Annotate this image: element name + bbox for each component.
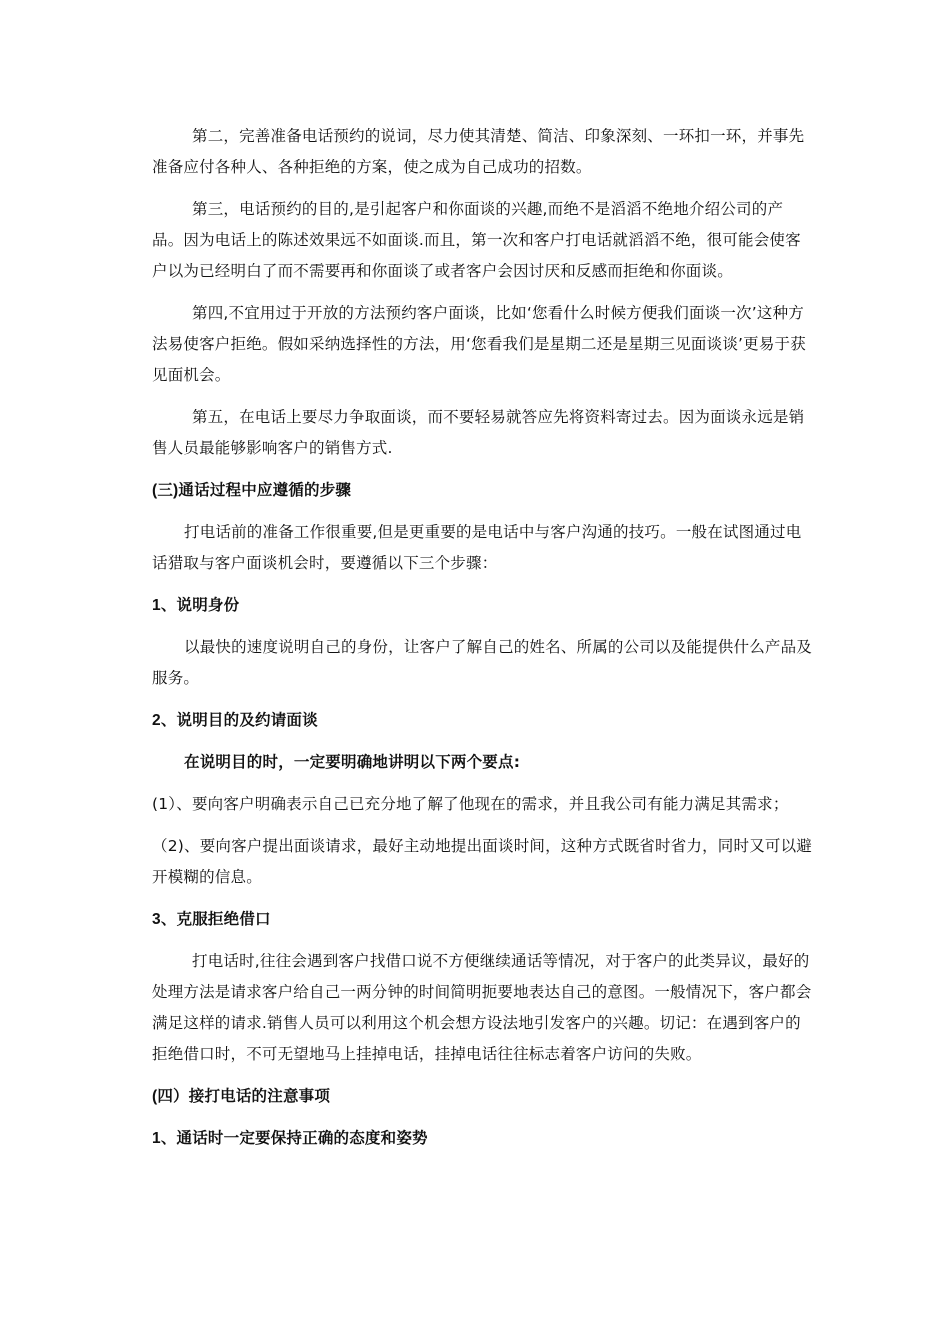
- section3-heading: (三)通话过程中应遵循的步骤: [152, 482, 352, 499]
- step1-heading: 1、说明身份: [152, 597, 240, 614]
- paragraph-third: 第三，电话预约的目的,是引起客户和你面谈的兴趣,而绝不是滔滔不绝地介绍公司的产品。因为电话上的陈述效果远不如面谈.而且，第一次和客户打电话就滔滔不绝，很可能会使客户以为已经明白了而不需要再和你面谈了或者客户会因讨厌和反感而拒绝和你面谈。: [152, 200, 801, 280]
- paragraph-second: 第二，完善准备电话预约的说词，尽力使其清楚、简洁、印象深刻、一环扣一环，并事先准备应付各种人、各种拒绝的方案，使之成为自己成功的招数。: [152, 127, 805, 176]
- step2-point-1: (1）、要向客户明确表示自己已充分地了解了他现在的需求，并且我公司有能力满足其需求；: [152, 795, 789, 813]
- step3-heading: 3、克服拒绝借口: [152, 911, 271, 928]
- step2-heading: 2、说明目的及约请面谈: [152, 712, 318, 729]
- section4-item-1: 1、通话时一定要保持正确的态度和姿势: [152, 1130, 428, 1147]
- step3-text: 打电话时,往往会遇到客户找借口说不方便继续通话等情况，对于客户的此类异议，最好的处理方法是请求客户给自己一两分钟的时间简明扼要地表达自己的意图。一般情况下，客户都会满足这样的请求.销售人员可以利用这个机会想方设法地引发客户的兴趣。切记：在遇到客户的拒绝借口时，不可无望地马上挂掉电话，挂掉电话往往标志着客户访问的失败。: [152, 952, 812, 1063]
- step2-point-2: （2)、要向客户提出面谈请求，最好主动地提出面谈时间，这种方式既省时省力，同时又可以避开模糊的信息。: [152, 837, 813, 886]
- step1-text: 以最快的速度说明自己的身份，让客户了解自己的姓名、所属的公司以及能提供什么产品及服务。: [152, 638, 813, 687]
- section3-intro: 打电话前的准备工作很重要,但是更重要的是电话中与客户沟通的技巧。一般在试图通过电话猎取与客户面谈机会时，要遵循以下三个步骤：: [152, 523, 802, 572]
- document-page: [152, 121, 812, 1165]
- paragraph-fourth: 第四,不宜用过于开放的方法预约客户面谈，比如‘您看什么时候方便我们面谈一次’这种方法易使客户拒绝。假如采纳选择性的方法，用‘您看我们是星期二还是星期三见面谈谈’更易于获见面机会。: [152, 304, 806, 384]
- paragraph-fifth: 第五，在电话上要尽力争取面谈，而不要轻易就答应先将资料寄过去。因为面谈永远是销售人员最能够影响客户的销售方式.: [152, 408, 805, 457]
- step2-bold-lead: 在说明目的时，一定要明确地讲明以下两个要点:: [184, 753, 521, 771]
- section4-heading: (四）接打电话的注意事项: [152, 1088, 331, 1105]
